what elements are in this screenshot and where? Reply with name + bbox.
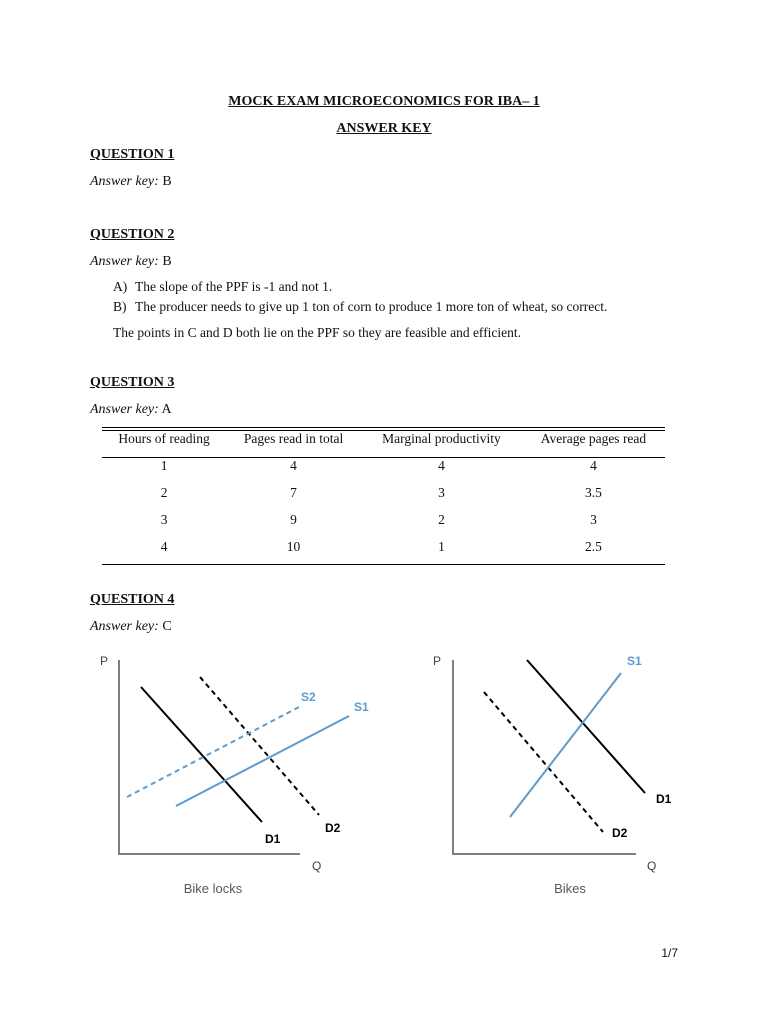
table-cell: 9: [290, 511, 297, 527]
question-1-heading: QUESTION 1: [90, 147, 175, 162]
table-row: [102, 479, 665, 506]
supply-curve-s2: [127, 706, 301, 797]
table-cell: 2: [160, 484, 168, 500]
question-2-list: [113, 277, 607, 317]
table-cell: 1: [438, 538, 445, 554]
table-cell: 3: [160, 511, 168, 527]
table-cell: 4: [160, 538, 168, 554]
demand-curve-d1: [141, 687, 262, 822]
s1-label: S1: [627, 654, 642, 668]
page-number: 1/7: [661, 946, 678, 960]
question-1-answer: [90, 174, 172, 190]
table-cell: 3: [438, 484, 445, 500]
list-marker: A): [113, 279, 128, 294]
document-subtitle: ANSWER KEY: [336, 121, 432, 136]
answer-label: Answer key:: [90, 254, 159, 269]
list-marker: B): [113, 299, 127, 314]
table-header-cell: Hours of reading: [118, 430, 210, 446]
table-row: [102, 533, 665, 560]
d2-label: D2: [325, 821, 341, 835]
question-2-answer: [90, 254, 172, 270]
list-text: The slope of the PPF is -1 and not 1.: [135, 279, 333, 294]
question-2-note: The points in C and D both lie on the PPF so they are feasible and efficient.: [113, 325, 522, 340]
d1-label: D1: [656, 792, 672, 806]
table-cell: 7: [290, 484, 297, 500]
table-cell: 3.5: [585, 484, 602, 500]
graph-caption: Bikes: [554, 881, 586, 896]
s1-label: S1: [354, 700, 369, 714]
table-cell: 2.5: [585, 538, 602, 554]
table-cell: 3: [590, 511, 597, 527]
table-cell: 10: [286, 538, 301, 554]
table-cell: 4: [290, 457, 297, 473]
table-header-cell: Pages read in total: [243, 430, 344, 446]
table-header-cell: Marginal productivity: [382, 430, 501, 446]
table-header-rule: [102, 457, 665, 458]
document-title: MOCK EXAM MICROECONOMICS FOR IBA– 1: [228, 94, 540, 109]
table-cell: 2: [438, 511, 445, 527]
question-4-heading: QUESTION 4: [90, 592, 175, 607]
y-axis-label: P: [100, 654, 109, 668]
d2-label: D2: [612, 826, 628, 840]
question-3-answer: [90, 402, 172, 418]
answer-value: B: [162, 254, 172, 269]
answer-value: A: [161, 402, 172, 417]
table-cell: 1: [160, 457, 168, 473]
list-item: [113, 297, 607, 317]
productivity-table: [102, 425, 665, 560]
bikes-graph: [433, 654, 672, 896]
answer-label: Answer key:: [90, 619, 159, 634]
list-text: The producer needs to give up 1 ton of corn to produce 1 more ton of wheat, so correct.: [135, 299, 608, 314]
table-bottom-rule: [102, 564, 665, 565]
table-row: [102, 506, 665, 533]
d1-label: D1: [265, 832, 281, 846]
graph-caption: Bike locks: [183, 881, 243, 896]
question-3-heading: QUESTION 3: [90, 375, 175, 390]
supply-curve-s1: [176, 716, 349, 806]
s2-label: S2: [301, 690, 316, 704]
question-2-heading: QUESTION 2: [90, 227, 175, 242]
x-axis-label: Q: [647, 859, 657, 873]
bike-locks-graph: [100, 654, 369, 896]
x-axis-label: Q: [312, 859, 322, 873]
supply-demand-graphs: [0, 640, 768, 910]
table-header-cell: Average pages read: [540, 430, 647, 446]
list-item: [113, 277, 607, 297]
answer-label: Answer key:: [90, 174, 159, 189]
table-cell: 4: [438, 457, 445, 473]
question-4-answer: [90, 619, 172, 635]
answer-value: B: [162, 174, 172, 189]
demand-curve-d2: [484, 692, 603, 832]
answer-value: C: [162, 619, 172, 634]
answer-label: Answer key:: [90, 402, 159, 417]
supply-curve-s1: [510, 673, 621, 817]
y-axis-label: P: [433, 654, 442, 668]
table-cell: 4: [590, 457, 597, 473]
table-header-row: [102, 425, 665, 452]
